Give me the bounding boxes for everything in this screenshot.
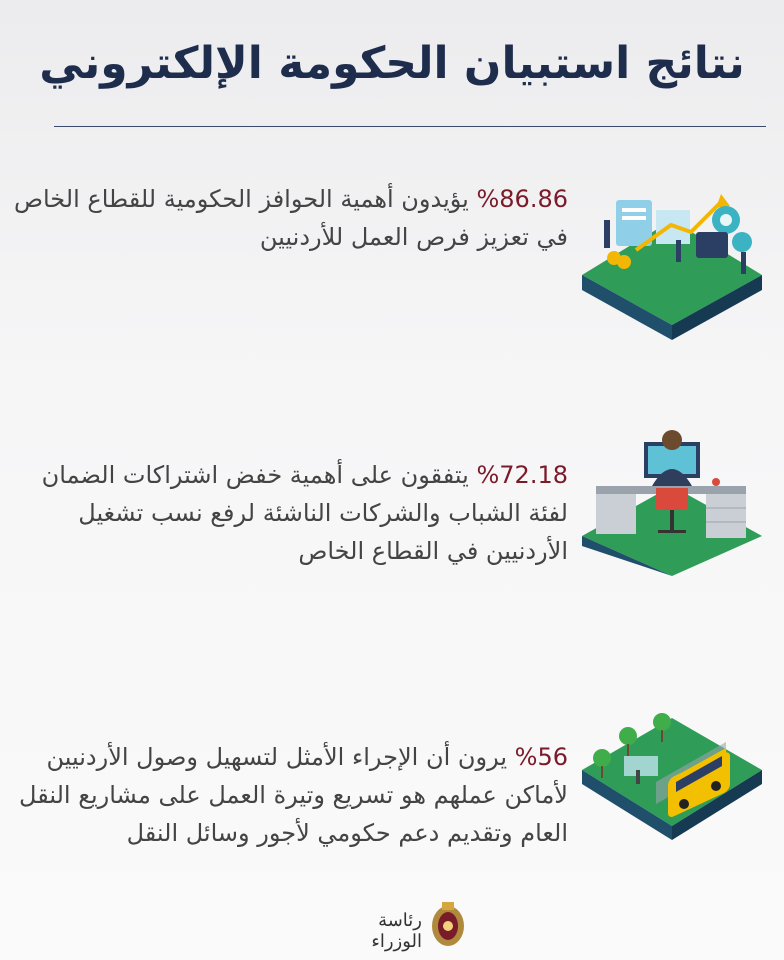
- prime-ministry-logo: [352, 900, 472, 950]
- bus-transport-illustration-icon: [576, 708, 768, 868]
- result-description: يتفقون على أهمية خفض اشتراكات الضمان لفئة الشباب والشركات الناشئة لرفع نسب تشغيل الأردنيين في القطاع الخاص: [41, 461, 568, 565]
- result-description: يرون أن الإجراء الأمثل لتسهيل وصول الأردنيين لأماكن عملهم هو تسريع وتيرة العمل على مشاريع النقل العام وتقديم دعم حكومي لأجور وسائل النقل: [19, 743, 568, 847]
- page-title: نتائج استبيان الحكومة الإلكتروني: [39, 38, 745, 89]
- business-growth-illustration-icon: [576, 180, 768, 340]
- result-text: [13, 738, 568, 852]
- result-text: [13, 456, 568, 570]
- result-description: يؤيدون أهمية الحوافز الحكومية للقطاع الخاص في تعزيز فرص العمل للأردنيين: [13, 185, 568, 251]
- office-worker-illustration-icon: [576, 416, 768, 576]
- result-percent: %72.18: [476, 461, 568, 489]
- result-percent: %86.86: [476, 185, 568, 213]
- coat-of-arms-icon: [428, 900, 468, 950]
- title-divider: [54, 126, 766, 127]
- result-item: [18, 456, 768, 656]
- logo-text: رئاسة الوزراء: [371, 910, 422, 952]
- result-percent: %56: [514, 743, 568, 771]
- result-item: [13, 180, 768, 380]
- result-text: [13, 180, 568, 256]
